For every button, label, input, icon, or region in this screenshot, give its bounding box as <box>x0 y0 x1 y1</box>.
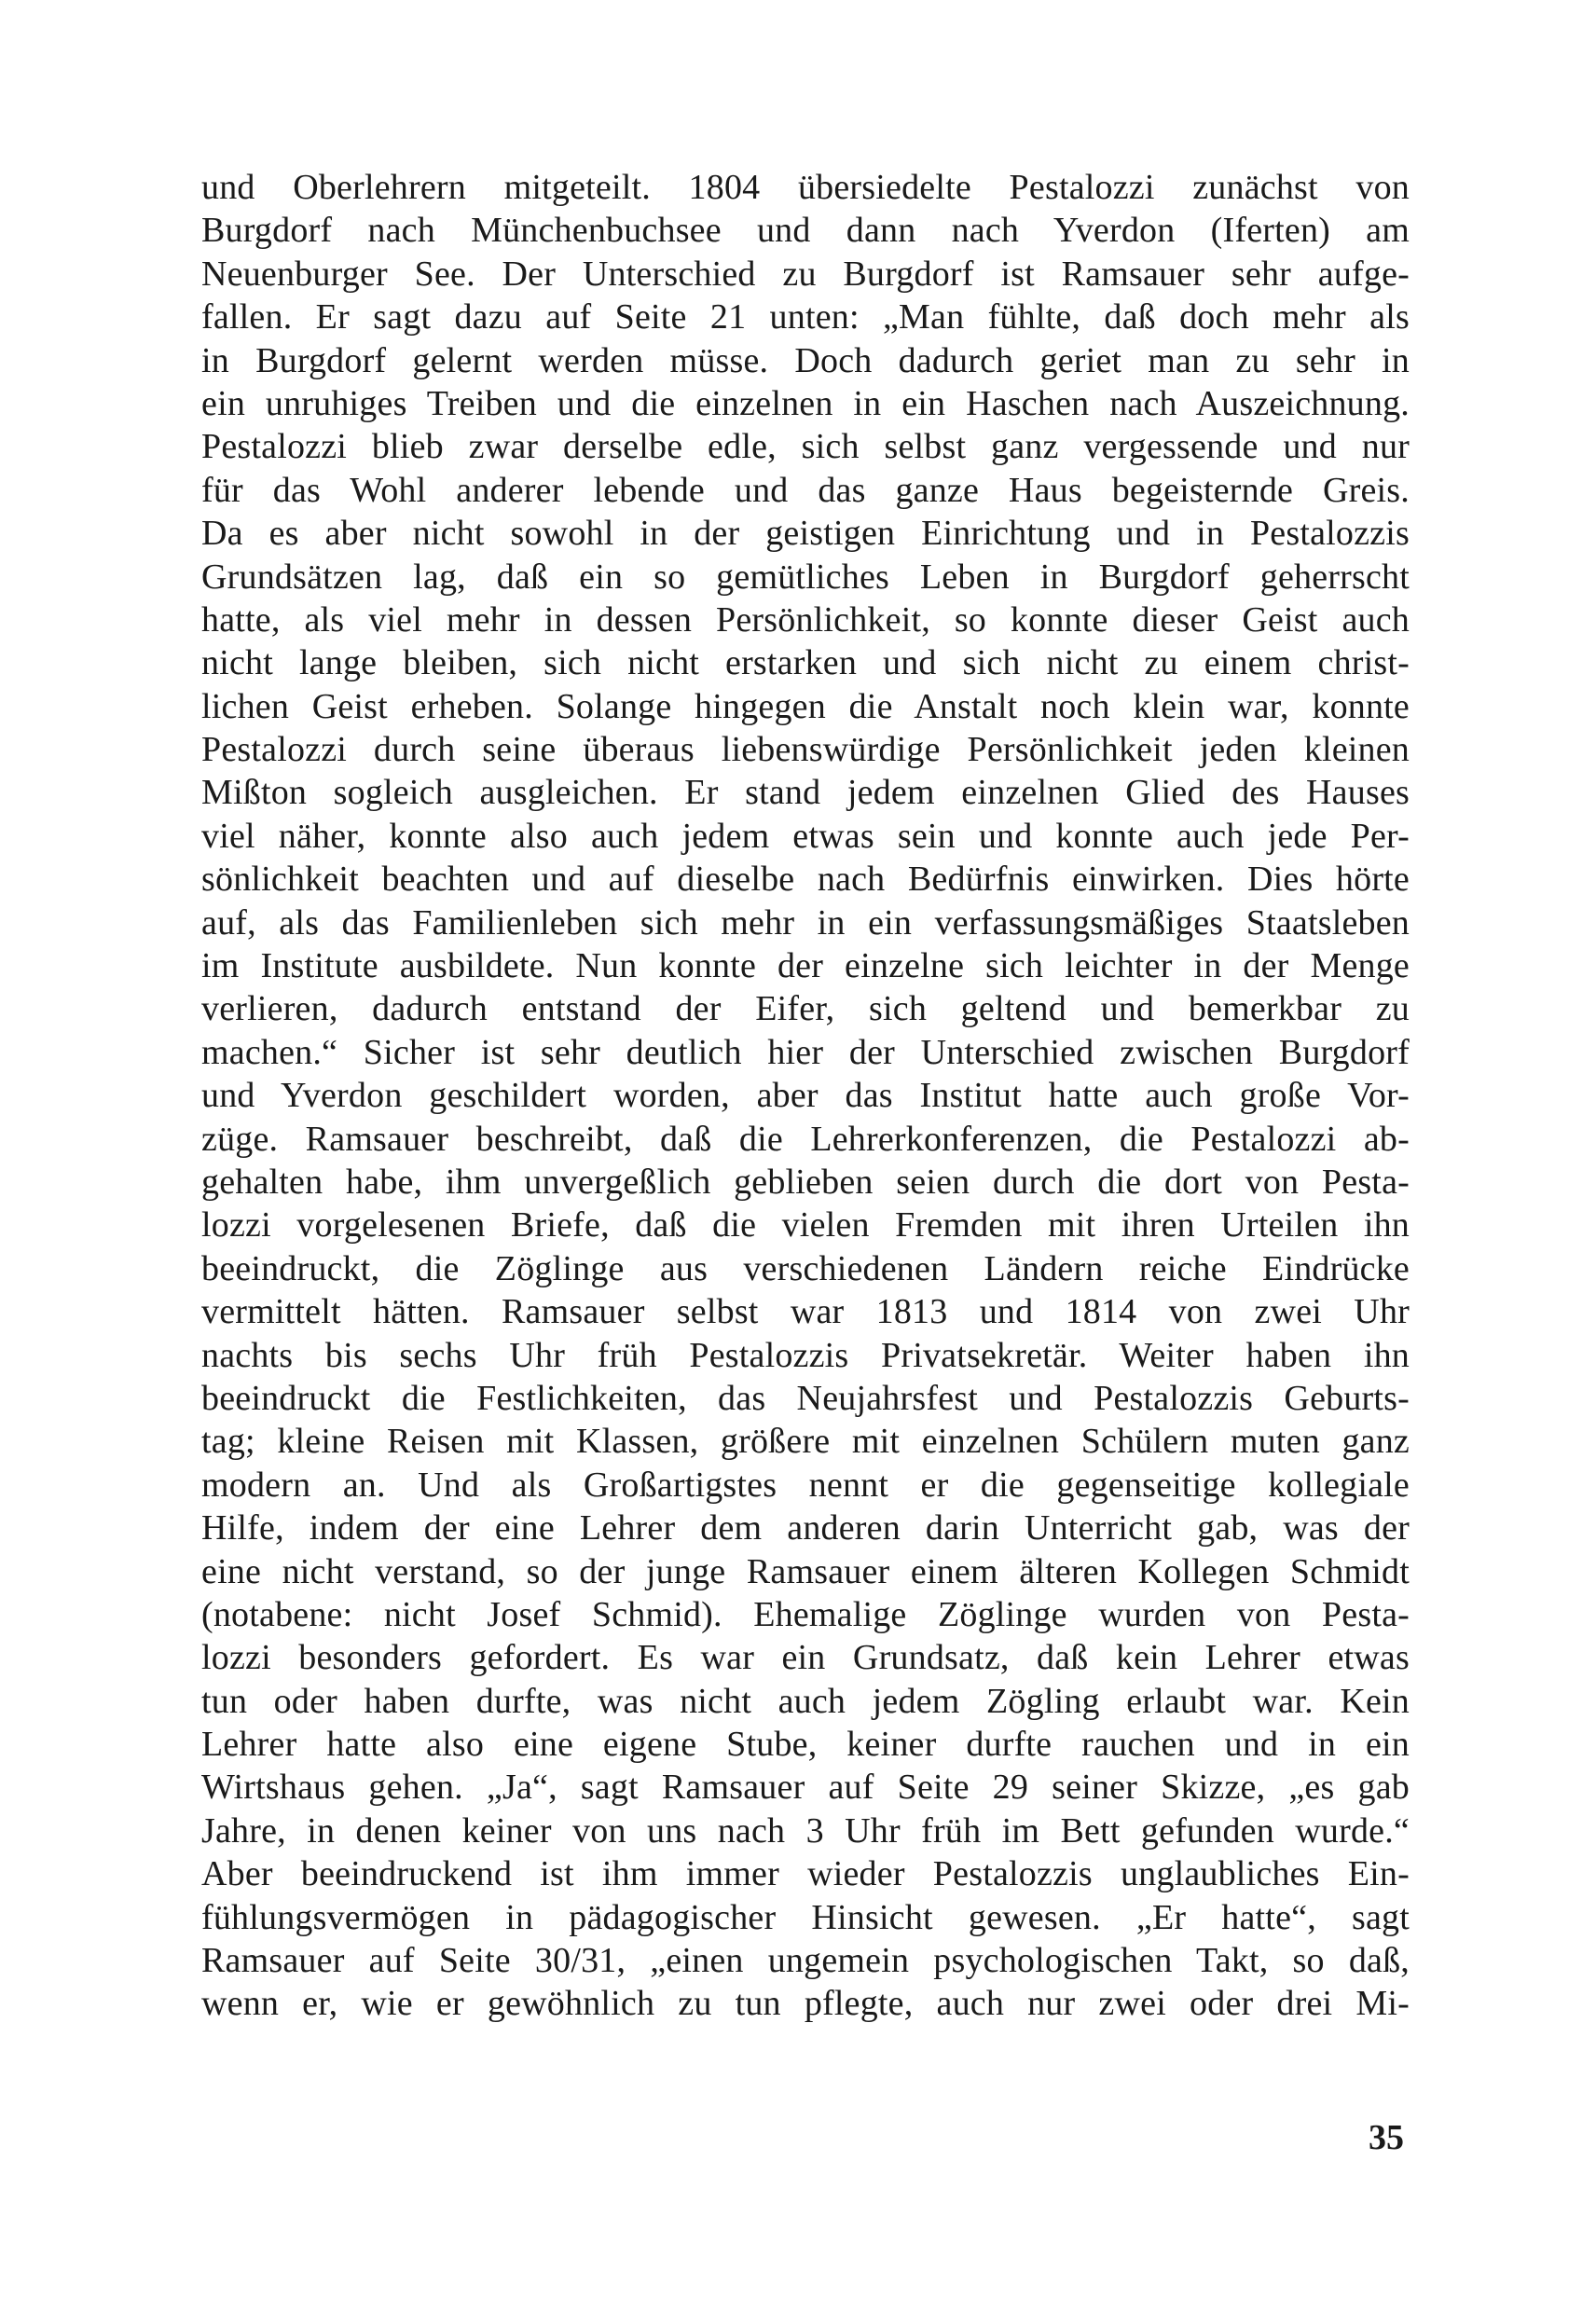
text-line: gehalten habe, ihm unvergeßlich geblieben seien durch die dort von Pesta- <box>201 1162 1410 1202</box>
text-line: Neuenburger See. Der Unterschied zu Burgdorf ist Ramsauer sehr aufge- <box>201 254 1410 294</box>
text-line: Ramsauer auf Seite 30/31, „einen ungemein psychologischen Takt, so daß, <box>201 1941 1410 1981</box>
text-line: beeindruckt, die Zöglinge aus verschiedenen Ländern reiche Eindrücke <box>201 1248 1410 1288</box>
text-line: Pestalozzi blieb zwar derselbe edle, sich selbst ganz vergessende und nur <box>201 427 1410 467</box>
text-line: wenn er, wie er gewöhnlich zu tun pflegte, auch nur zwei oder drei Mi- <box>201 1984 1410 2024</box>
text-line: züge. Ramsauer beschreibt, daß die Lehrerkonferenzen, die Pestalozzi ab- <box>201 1119 1410 1159</box>
text-line: eine nicht verstand, so der junge Ramsauer einem älteren Kollegen Schmidt <box>201 1551 1410 1591</box>
text-line: im Institute ausbildete. Nun konnte der einzelne sich leichter in der Menge <box>201 946 1410 986</box>
text-line: Jahre, in denen keiner von uns nach 3 Uhr früh im Bett gefunden wurde.“ <box>201 1810 1410 1851</box>
text-line: (notabene: nicht Josef Schmid). Ehemalige Zöglinge wurden von Pesta- <box>201 1594 1410 1634</box>
text-line: beeindruckt die Festlichkeiten, das Neujahrsfest und Pestalozzis Geburts- <box>201 1378 1410 1418</box>
text-line: tun oder haben durfte, was nicht auch jedem Zögling erlaubt war. Kein <box>201 1681 1410 1721</box>
text-line: Mißton sogleich ausgleichen. Er stand jedem einzelnen Glied des Hauses <box>201 773 1410 813</box>
text-line: Burgdorf nach Münchenbuchsee und dann nach Yverdon (Iferten) am <box>201 211 1410 251</box>
text-line: in Burgdorf gelernt werden müsse. Doch dadurch geriet man zu sehr in <box>201 340 1410 380</box>
text-line: lozzi besonders gefordert. Es war ein Grundsatz, daß kein Lehrer etwas <box>201 1638 1410 1678</box>
text-line: modern an. Und als Großartigstes nennt er die gegenseitige kollegiale <box>201 1465 1410 1505</box>
text-line: hatte, als viel mehr in dessen Persönlichkeit, so konnte dieser Geist auch <box>201 599 1410 640</box>
text-line: Da es aber nicht sowohl in der geistigen Einrichtung und in Pestalozzis <box>201 514 1410 554</box>
text-line: machen.“ Sicher ist sehr deutlich hier der Unterschied zwischen Burgdorf <box>201 1032 1410 1072</box>
page-number: 35 <box>1369 2118 1404 2157</box>
text-line: verlieren, dadurch entstand der Eifer, sich geltend und bemerkbar zu <box>201 989 1410 1029</box>
text-line: Hilfe, indem der eine Lehrer dem anderen darin Unterricht gab, was der <box>201 1508 1410 1548</box>
text-line: vermittelt hätten. Ramsauer selbst war 1813 und 1814 von zwei Uhr <box>201 1292 1410 1332</box>
text-line: auf, als das Familienleben sich mehr in ein verfassungsmäßiges Staatsleben <box>201 902 1410 943</box>
text-line: Wirtshaus gehen. „Ja“, sagt Ramsauer auf Seite 29 seiner Skizze, „es gab <box>201 1768 1410 1808</box>
body-text <box>201 166 1410 2026</box>
text-line: und Yverdon geschildert worden, aber das Institut hatte auch große Vor- <box>201 1076 1410 1116</box>
text-line: ein unruhiges Treiben und die einzelnen in ein Haschen nach Auszeichnung. <box>201 383 1410 423</box>
text-line: viel näher, konnte also auch jedem etwas sein und konnte auch jede Per- <box>201 816 1410 856</box>
text-line: nachts bis sechs Uhr früh Pestalozzis Privatsekretär. Weiter haben ihn <box>201 1335 1410 1375</box>
text-line: für das Wohl anderer lebende und das ganze Haus begeisternde Greis. <box>201 470 1410 510</box>
text-line: lozzi vorgelesenen Briefe, daß die vielen Fremden mit ihren Urteilen ihn <box>201 1205 1410 1245</box>
text-line: fühlungsvermögen in pädagogischer Hinsicht gewesen. „Er hatte“, sagt <box>201 1897 1410 1937</box>
text-line: nicht lange bleiben, sich nicht erstarken und sich nicht zu einem christ- <box>201 643 1410 683</box>
text-line: Pestalozzi durch seine überaus liebenswürdige Persönlichkeit jeden kleinen <box>201 730 1410 770</box>
text-line: Aber beeindruckend ist ihm immer wieder Pestalozzis unglaubliches Ein- <box>201 1854 1410 1894</box>
text-line: lichen Geist erheben. Solange hingegen die Anstalt noch klein war, konnte <box>201 686 1410 726</box>
text-line: sönlichkeit beachten und auf dieselbe nach Bedürfnis einwirken. Dies hörte <box>201 860 1410 900</box>
text-line: und Oberlehrern mitgeteilt. 1804 übersiedelte Pestalozzi zunächst von <box>201 168 1410 207</box>
text-line: tag; kleine Reisen mit Klassen, größere mit einzelnen Schülern muten ganz <box>201 1422 1410 1462</box>
text-line: Lehrer hatte also eine eigene Stube, keiner durfte rauchen und in ein <box>201 1725 1410 1765</box>
text-line: Grundsätzen lag, daß ein so gemütliches Leben in Burgdorf geherrscht <box>201 557 1410 597</box>
text-line: fallen. Er sagt dazu auf Seite 21 unten: „Man fühlte, daß doch mehr als <box>201 297 1410 337</box>
